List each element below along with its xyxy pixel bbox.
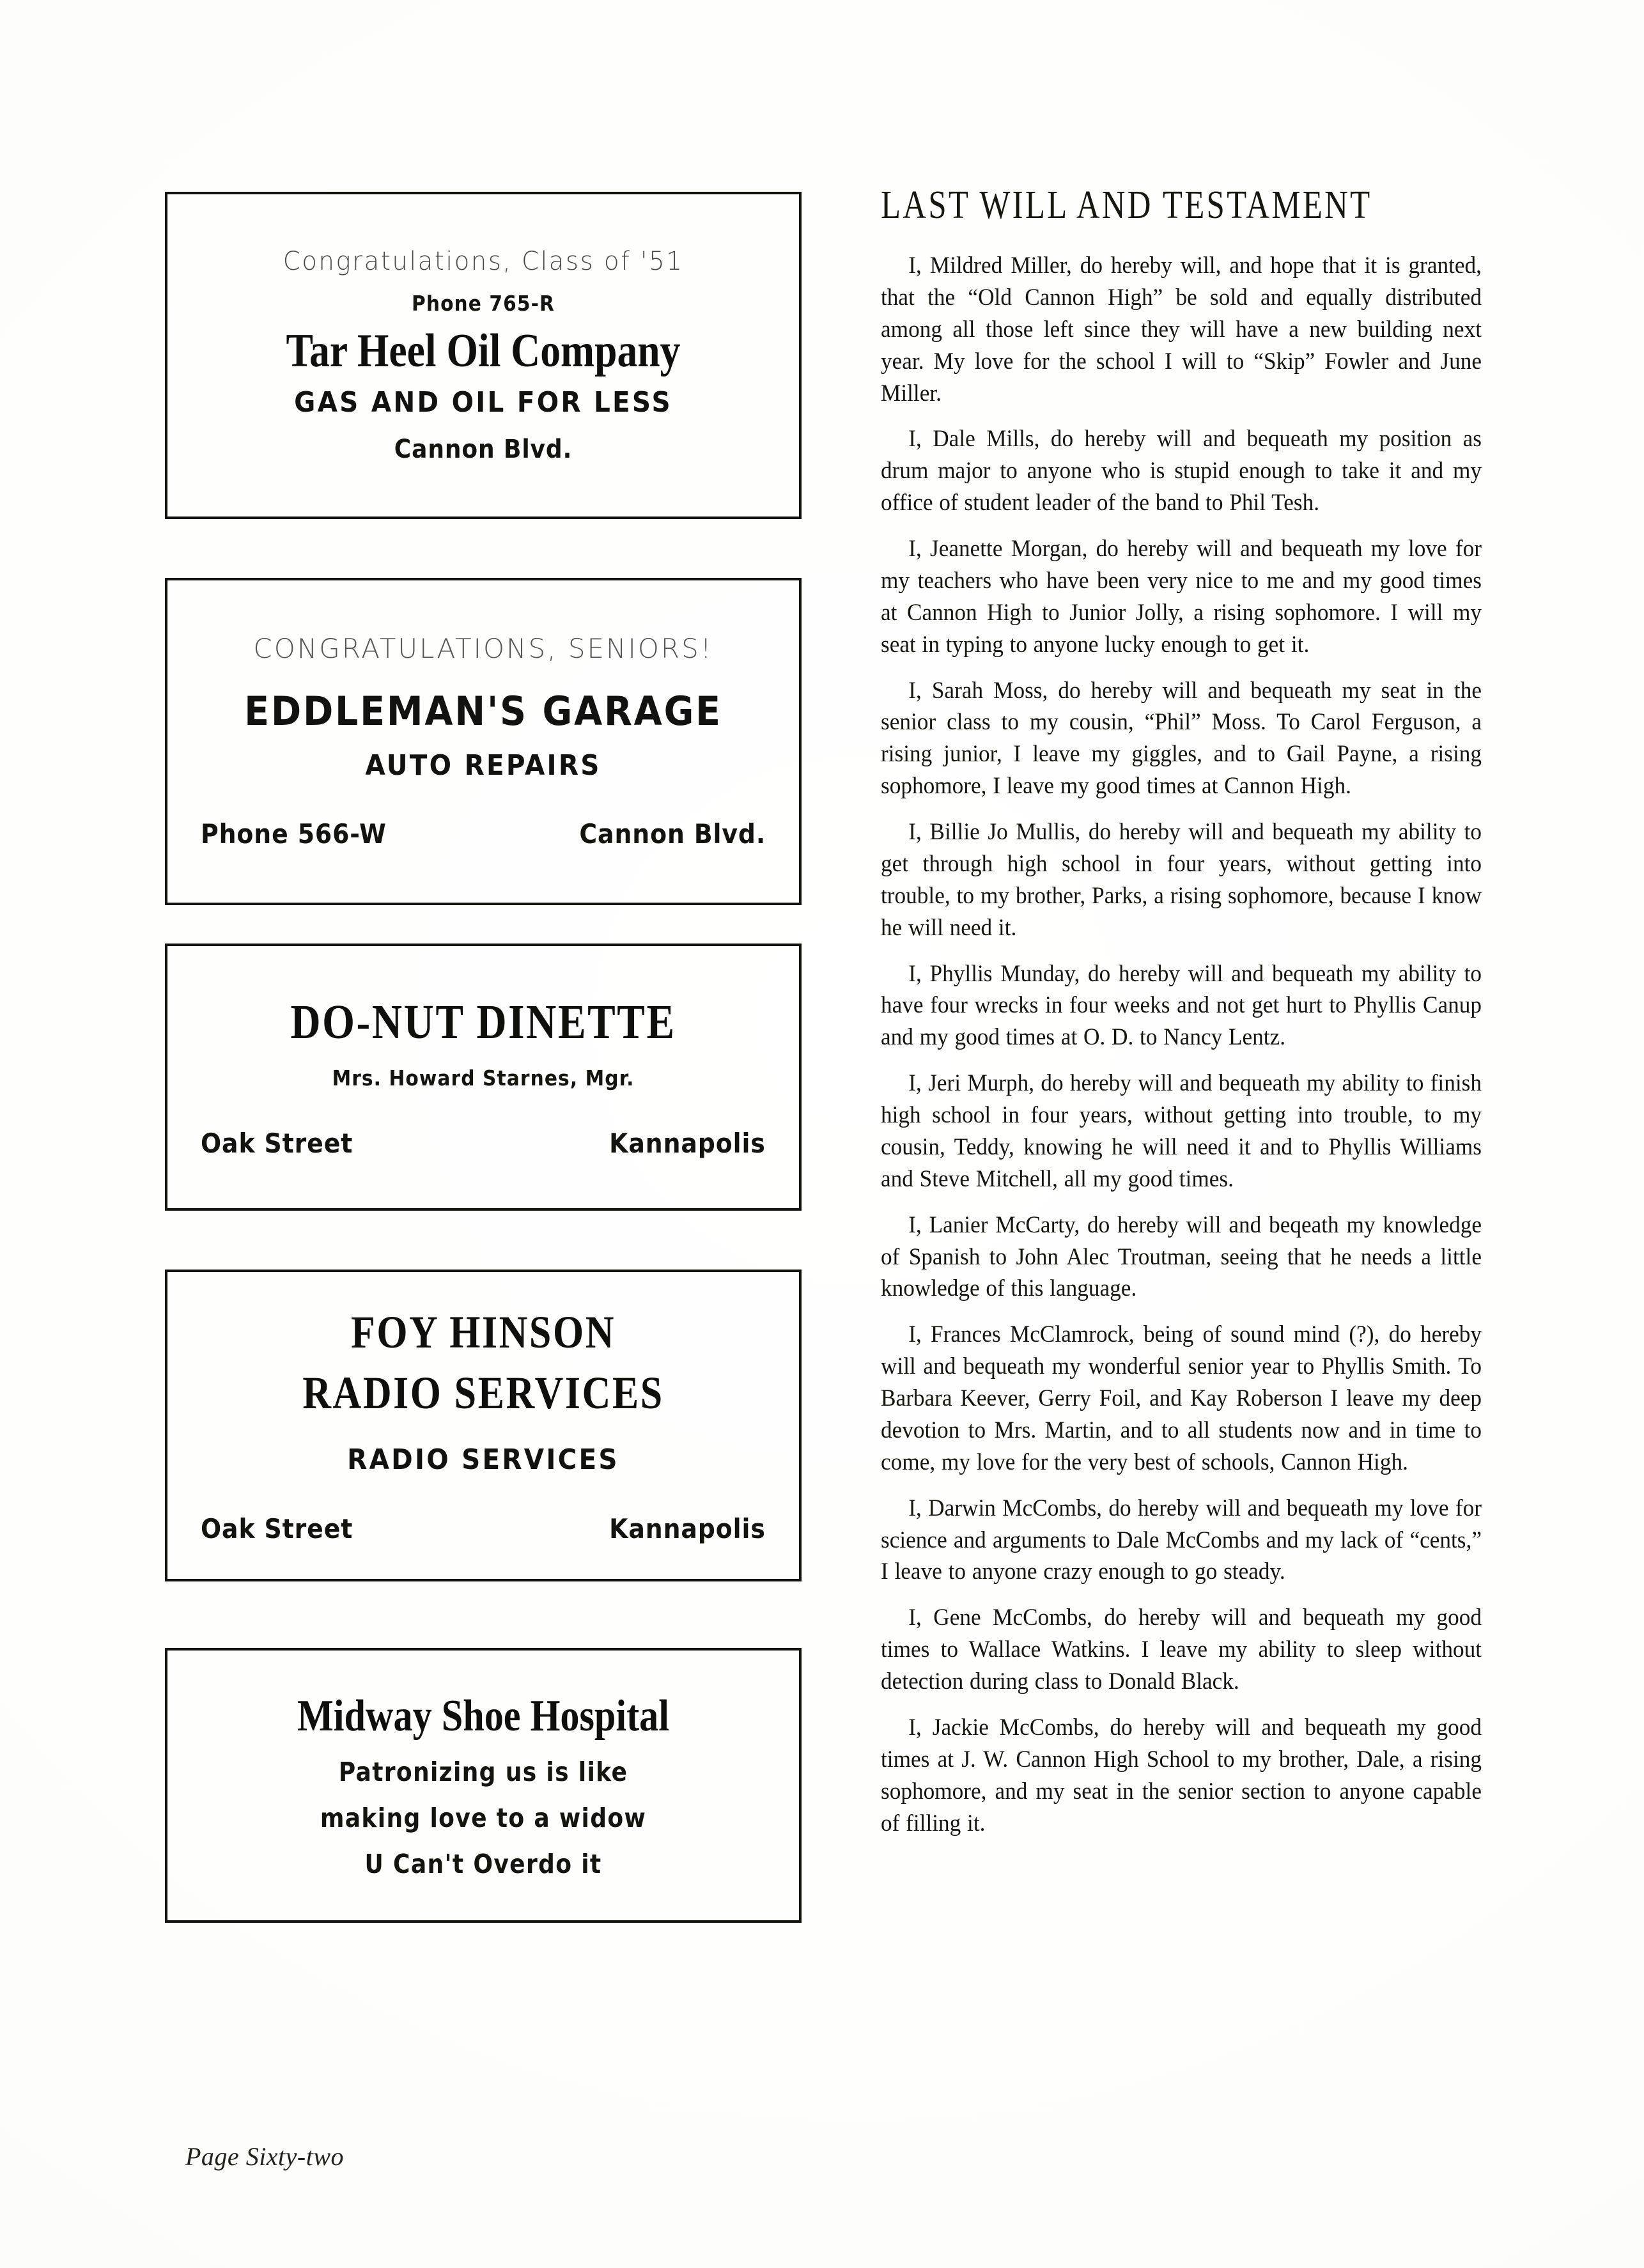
will-paragraph: I, Jeri Murph, do hereby will and bequeath my ability to finish high school in four years, without getting into trouble, to my cousin, Teddy, knowing he will need it and to Phyllis Williams and Steve Mitchell, all my good times. <box>881 1070 1482 1192</box>
will-paragraph: I, Gene McCombs, do hereby will and bequeath my good times to Wallace Watkins. I leave my ability to sleep without detection during class to Donald Black. <box>881 1604 1482 1695</box>
will-paragraph: I, Lanier McCarty, do hereby will and beqeath my knowledge of Spanish to John Alec Troutman, seeing that he needs a little knowledge of this language. <box>881 1211 1482 1302</box>
will-paragraph: I, Billie Jo Mullis, do hereby will and bequeath my ability to get through high school in four years, without getting into trouble, to my brother, Parks, a rising sophomore, because I know he will need it. <box>881 819 1482 941</box>
ad-congrats-text: Congratulations, Class of '51 <box>283 246 684 276</box>
ad-address: Cannon Blvd. <box>394 434 573 464</box>
will-paragraph: I, Sarah Moss, do hereby will and bequeath my seat in the senior class to my cousin, “Phil” Moss. To Carol Ferguson, a rising junior, I leave my giggles, and to Gail Payne, a rising sophomore, I leave my good times at Cannon High. <box>881 677 1482 800</box>
ad-congrats-text: CONGRATULATIONS, SENIORS! <box>253 632 713 664</box>
ad-business-name: Midway Shoe Hospital <box>297 1691 670 1741</box>
ad-address: Cannon Blvd. <box>579 818 766 850</box>
ad-street: Oak Street <box>201 1512 353 1544</box>
will-paragraph: I, Phyllis Munday, do hereby will and bequeath my ability to have four wrecks in four weeks and not get hurt to Phyllis Canup and my good times at O. D. to Nancy Lentz. <box>881 960 1482 1051</box>
will-paragraph: I, Jackie McCombs, do hereby will and bequeath my good times at J. W. Cannon High School to my brother, Dale, a rising sophomore, and my seat in the senior section to anyone capable of filling it. <box>881 1714 1482 1837</box>
will-paragraph: I, Jeanette Morgan, do hereby will and bequeath my love for my teachers who have been very nice to me and my good times at Cannon High to Junior Jolly, a rising sophomore. I will my seat in typing to anyone lucky enough to get it. <box>881 536 1482 658</box>
last-will-section <box>881 183 1520 1839</box>
ad-quip-line-1: Patronizing us is like <box>338 1757 628 1788</box>
ad-business-name: DO-NUT DINETTE <box>290 995 676 1050</box>
ad-phone: Phone 566-W <box>201 818 387 850</box>
ad-do-nut-dinette <box>165 944 802 1211</box>
ad-street: Oak Street <box>201 1127 353 1159</box>
advertisement-column <box>165 192 802 1923</box>
ad-business-name-line1: FOY HINSON <box>351 1307 616 1358</box>
ad-business-name: Tar Heel Oil Company <box>286 325 681 378</box>
ad-business-name-line2: RADIO SERVICES <box>302 1367 664 1418</box>
ad-tagline: GAS AND OIL FOR LESS <box>294 386 672 419</box>
page-number: Page Sixty-two <box>185 2142 345 2171</box>
will-paragraph: I, Darwin McCombs, do hereby will and bequeath my love for science and arguments to Dale McCombs and my lack of “cents,” I leave to anyone crazy enough to go steady. <box>881 1495 1482 1585</box>
ad-phone: Phone 765-R <box>411 291 555 316</box>
will-paragraph-list <box>881 250 1520 1839</box>
will-paragraph: I, Mildred Miller, do hereby will, and hope that it is granted, that the “Old Cannon High” be sold and equally distributed among all those left since they will have a new building next year. My love for the school I will to “Skip” Fowler and June Miller. <box>881 252 1482 407</box>
ad-midway-shoe-hospital <box>165 1648 802 1923</box>
ad-foy-hinson-radio <box>165 1270 802 1581</box>
ad-location-row <box>167 1513 799 1544</box>
ad-business-name: EDDLEMAN'S GARAGE <box>244 687 722 734</box>
ad-tagline: RADIO SERVICES <box>347 1443 619 1477</box>
ad-manager: Mrs. Howard Starnes, Mgr. <box>332 1065 635 1091</box>
will-paragraph: I, Dale Mills, do hereby will and bequeath my position as drum major to anyone who is stupid enough to take it and my office of student leader of the band to Phil Tesh. <box>881 426 1482 517</box>
ad-tar-heel-oil <box>165 192 802 519</box>
ad-location-row <box>167 1128 799 1159</box>
ad-city: Kannapolis <box>609 1512 766 1544</box>
ad-quip-line-3: U Can't Overdo it <box>364 1849 602 1880</box>
ad-eddlemans-garage <box>165 578 802 905</box>
ad-quip-line-2: making love to a widow <box>320 1803 647 1834</box>
ad-tagline: AUTO REPAIRS <box>365 749 601 782</box>
ad-city: Kannapolis <box>609 1127 766 1159</box>
ad-contact-row <box>167 818 799 850</box>
section-title: LAST WILL AND TESTAMENT <box>881 183 1372 227</box>
will-paragraph: I, Frances McClamrock, being of sound mind (?), do hereby will and bequeath my wonderful senior year to Phyllis Smith. To Barbara Keever, Gerry Foil, and Kay Roberson I leave my deep devotion to Mrs. Martin, and to all students now and in time to come, my love for the very best of schools, Cannon High. <box>881 1321 1482 1475</box>
